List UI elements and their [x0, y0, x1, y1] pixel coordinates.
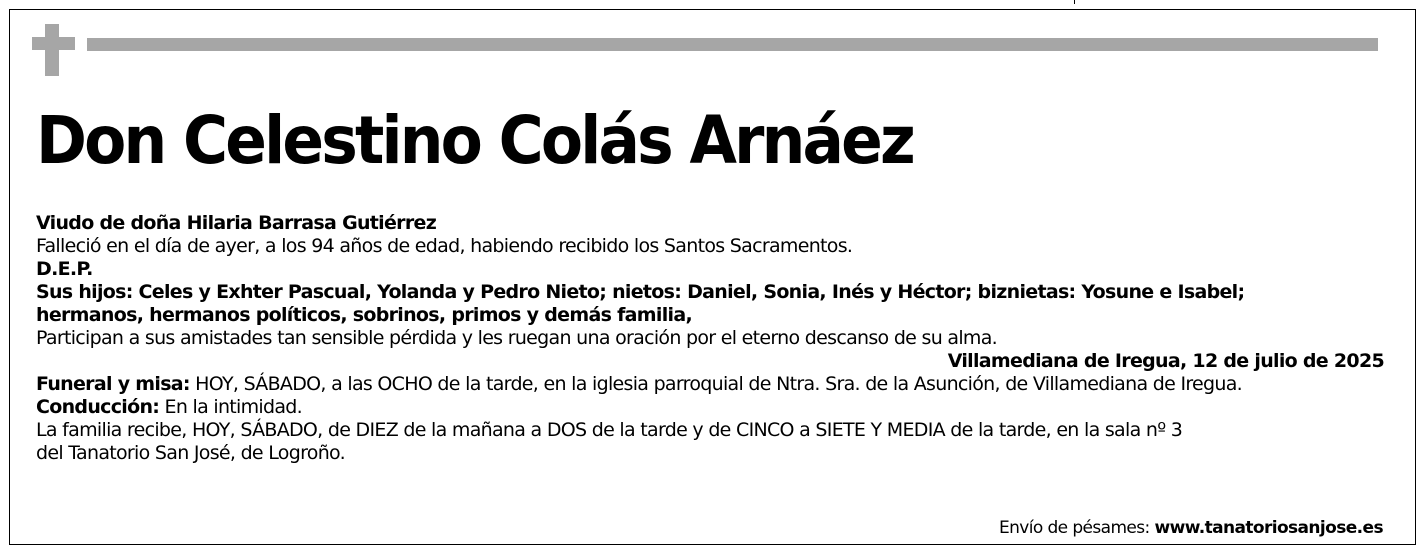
reception-line-1: La familia recibe, HOY, SÁBADO, de DIEZ de la mañana a DOS de la tarde y de CINCO a SIETE Y MEDIA de la tarde, en la sala nº 3 [36, 419, 1183, 441]
header-rule [87, 38, 1378, 51]
rip-line: D.E.P. [36, 258, 93, 280]
conduction-text: En la intimidad. [159, 396, 302, 418]
corner-mark [1074, 0, 1075, 4]
funeral-text: HOY, SÁBADO, a las OCHO de la tarde, en la iglesia parroquial de Ntra. Sra. de la Asunción, de Villamediana de Iregua. [189, 373, 1243, 395]
condolences-label: Envío de pésames: [998, 518, 1155, 538]
cross-vertical-bar [45, 24, 59, 76]
notice-body [36, 212, 1384, 465]
deceased-name: Don Celestino Colás Arnáez [36, 102, 913, 179]
conduction-label: Conducción: [36, 396, 160, 418]
family-line-2: hermanos, hermanos políticos, sobrinos, primos y demás familia, [36, 304, 692, 326]
cross-horizontal-bar [32, 37, 75, 50]
family-line-1: Sus hijos: Celes y Exhter Pascual, Yolanda y Pedro Nieto; nietos: Daniel, Sonia, Inés y Héctor; biznietas: Yosune e Isabel; [36, 281, 1245, 303]
widow-line: Viudo de doña Hilaria Barrasa Gutiérrez [36, 212, 437, 234]
funeral-line [36, 373, 1384, 396]
conduction-line [36, 396, 1384, 419]
funeral-label: Funeral y misa: [36, 373, 190, 395]
death-line: Falleció en el día de ayer, a los 94 años de edad, habiendo recibido los Santos Sacramentos. [36, 235, 853, 257]
place-date: Villamediana de Iregua, 12 de julio de 2025 [947, 350, 1384, 372]
reception-line-2: del Tanatorio San José, de Logroño. [36, 442, 345, 464]
participation-line: Participan a sus amistades tan sensible pérdida y les ruegan una oración por el eterno descanso de su alma. [36, 327, 998, 349]
condolences-website-link[interactable]: www.tanatoriosanjose.es [1154, 518, 1383, 538]
condolences-footer [999, 517, 1383, 539]
